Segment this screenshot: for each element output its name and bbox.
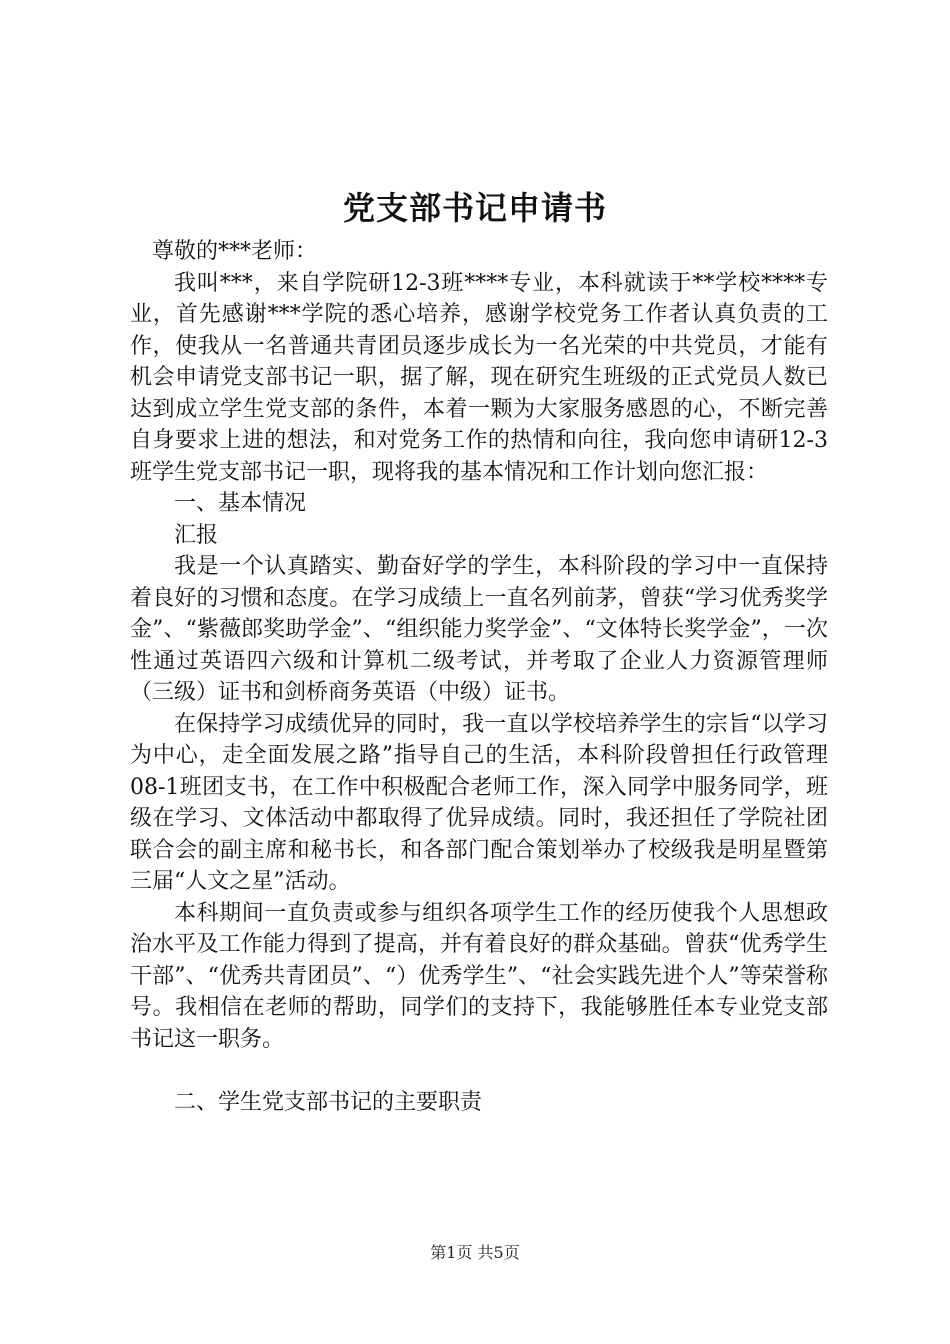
- paragraph-student-work: 在保持学习成绩优异的同时，我一直以学校培养学生的宗旨“以学习为中心，走全面发展之路”指导自己的生活，本科阶段曾担任行政管理08-1班团支书，在工作中积极配合老师工作，深入同学中服务同学，班级在学习、文体活动中都取得了优异成绩。同时，我还担任了学院社团联合会的副主席和秘书长，和各部门配合策划举办了校级我是明星暨第三届“人文之星”活动。: [130, 711, 828, 894]
- page-number-footer: 第1页 共5页: [430, 1243, 520, 1262]
- salutation: 尊敬的***老师：: [152, 239, 318, 264]
- sub-heading-report: 汇报: [174, 522, 219, 548]
- section-heading-duties: 二、学生党支部书记的主要职责: [174, 1089, 483, 1115]
- document-title: 党支部书记申请书: [342, 189, 607, 227]
- paragraph-academics: 我是一个认真踏实、勤奋好学的学生，本科阶段的学习中一直保持着良好的习惯和态度。在学习成绩上一直名列前茅，曾获“学习优秀奖学金”、“紫薇郎奖助学金”、“组织能力奖学金”、“文体特长奖学金”，一次性通过英语四六级和计算机二级考试，并考取了企业人力资源管理师（三级）证书和剑桥商务英语（中级）证书。: [130, 554, 828, 705]
- document-body: [130, 236, 828, 1118]
- paragraph-introduction: 我叫***，来自学院研12-3班****专业，本科就读于**学校****专业，首先感谢***学院的悉心培养，感谢学校党务工作者认真负责的工作，使我从一名普通共青团员逐步成长为一名光荣的中共党员，才能有机会申请党支部书记一职，据了解，现在研究生班级的正式党员人数已达到成立学生党支部的条件，本着一颗为大家服务感恩的心，不断完善自身要求上进的想法，和对党务工作的热情和向往，我向您申请研12-3班学生党支部书记一职，现将我的基本情况和工作计划向您汇报：: [130, 270, 828, 485]
- section-heading-basic-info: 一、基本情况: [174, 491, 307, 516]
- paragraph-honors: 本科期间一直负责或参与组织各项学生工作的经历使我个人思想政治水平及工作能力得到了提高，并有着良好的群众基础。曾获“优秀学生干部”、“优秀共青团员”、“）优秀学生”、“社会实践先进个人”等荣誉称号。我相信在老师的帮助，同学们的支持下，我能够胜任本专业党支部书记这一职务。: [130, 900, 828, 1052]
